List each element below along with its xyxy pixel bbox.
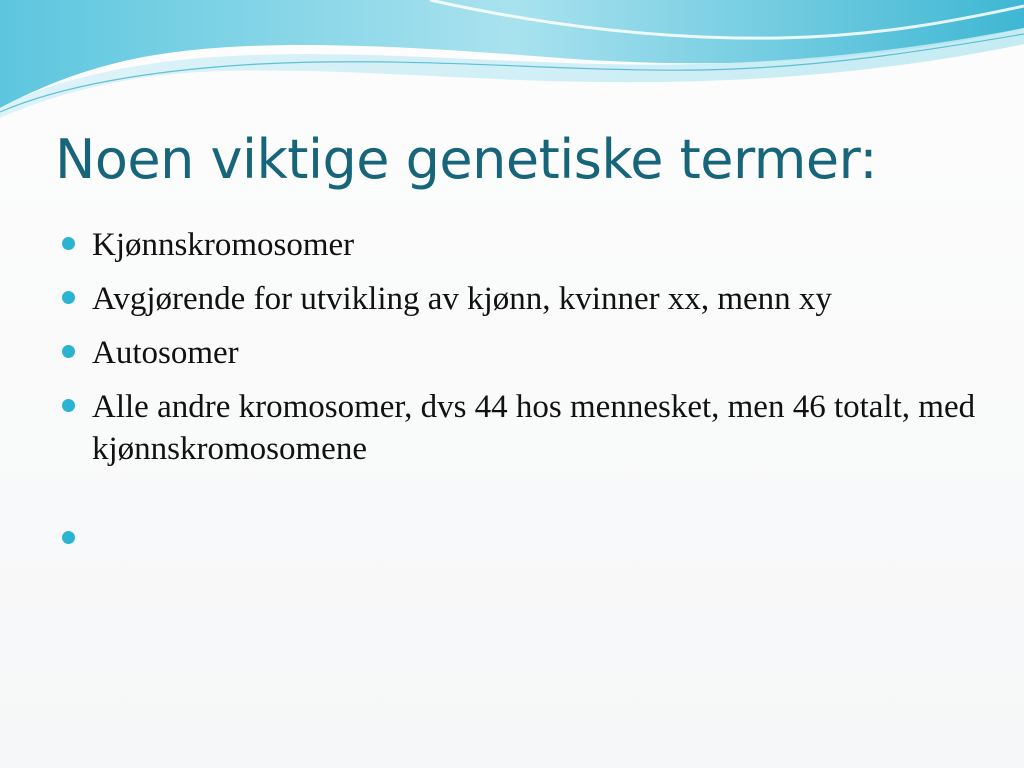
bullet-text: Alle andre kromosomer, dvs 44 hos mennesket, men 46 totalt, med kjønnskromosomene	[92, 389, 976, 467]
bullet-dot-icon	[62, 531, 75, 544]
header-wave-decoration	[0, 0, 1024, 130]
slide-title: Noen viktige genetiske termer:	[55, 128, 878, 191]
bullet-text: Avgjørende for utvikling av kjønn, kvinner xx, menn xy	[92, 281, 832, 317]
list-item	[62, 278, 992, 320]
list-item	[62, 386, 992, 470]
bullet-dot-icon	[62, 291, 75, 304]
list-item	[62, 332, 992, 374]
bullet-list	[62, 224, 992, 572]
list-item	[62, 224, 992, 266]
bullet-text: Autosomer	[92, 335, 239, 371]
bullet-dot-icon	[62, 345, 75, 358]
bullet-text: Kjønnskromosomer	[92, 227, 355, 263]
list-item	[62, 518, 992, 560]
bullet-dot-icon	[62, 237, 75, 250]
bullet-dot-icon	[62, 399, 75, 412]
